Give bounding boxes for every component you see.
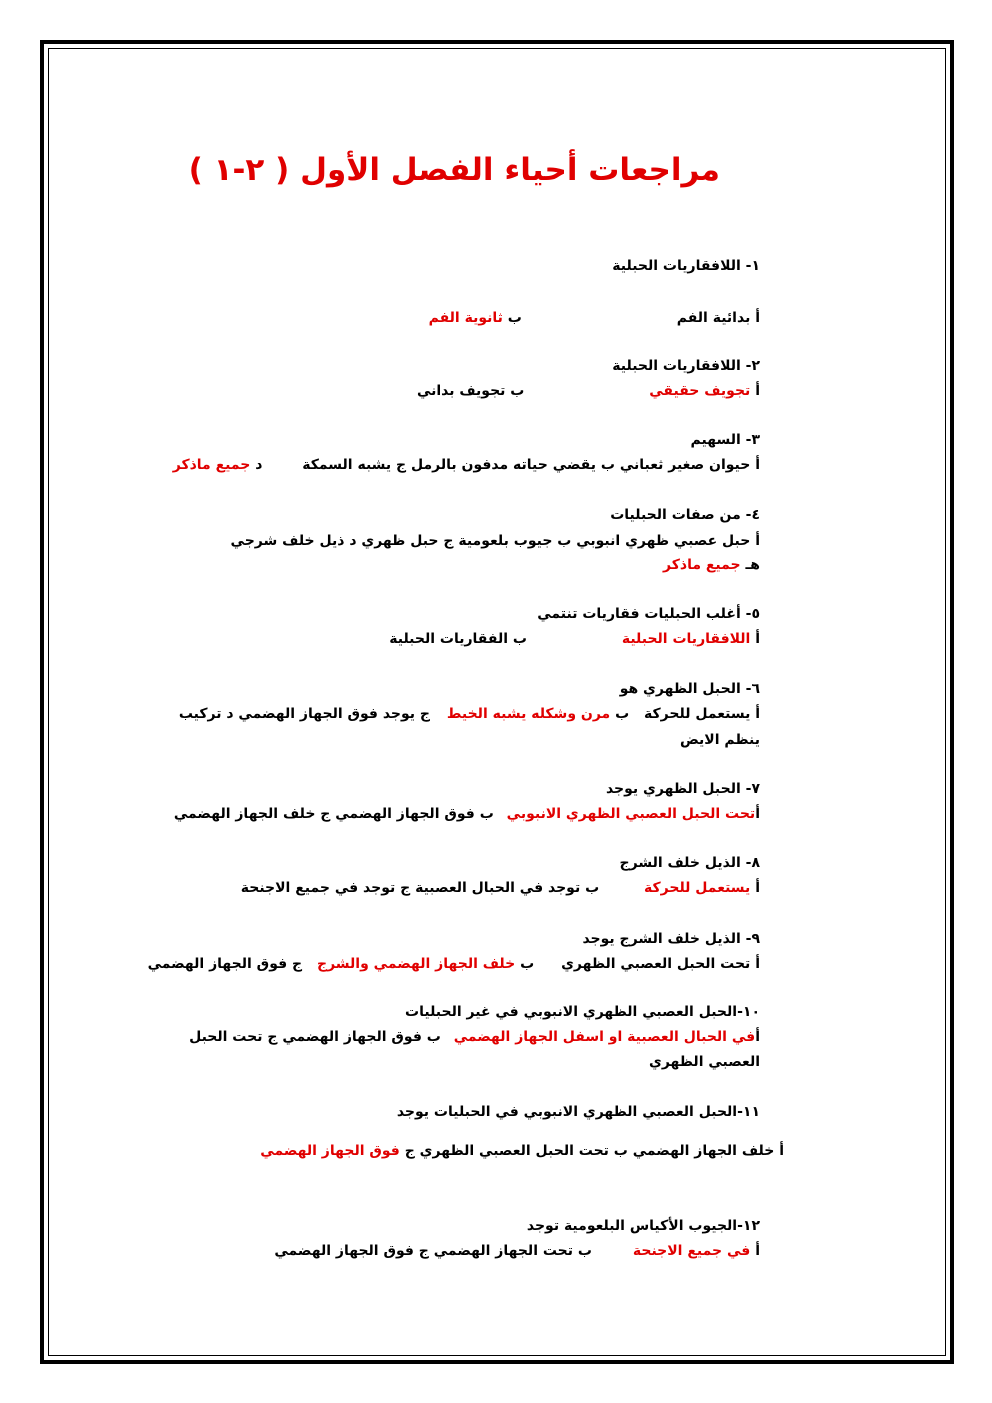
question-text: من صفات الحبليات <box>610 507 741 523</box>
option-a-label: أ <box>755 631 760 647</box>
option-a-answer: تجويف حقيقي <box>649 383 751 399</box>
question-text: الحبل الظهري هو <box>619 681 741 697</box>
option-a: أ تحت الحبل العصبي الظهري <box>561 956 760 972</box>
option-a-label: أ <box>755 806 760 822</box>
option-e-label: هـ <box>745 557 760 573</box>
question-2-options <box>417 380 760 402</box>
option-a-label: أ <box>755 880 760 896</box>
option-a-label: أ <box>755 383 760 399</box>
option-a: أ بدائية الفم <box>676 310 760 326</box>
question-number: ١- <box>745 258 760 274</box>
option-a-answer: في جميع الاجنحة <box>632 1243 751 1259</box>
question-text: الحبل العصبي الظهري الانبوبي في الحبليات يوجد <box>396 1104 738 1120</box>
option-a-answer: تحت الحبل العصبي الظهري الانبوبي <box>506 806 756 822</box>
question-6-options-cont <box>680 729 760 751</box>
option-b-label: ب <box>615 706 630 722</box>
option-a: أ يستعمل للحركة <box>644 706 760 722</box>
question-5 <box>537 603 760 625</box>
options-rest: ب فوق الجهاز الهضمي ج تحت الحبل <box>189 1029 441 1045</box>
question-3 <box>691 429 760 451</box>
question-11 <box>397 1101 760 1123</box>
question-text: الحبل الظهري يوجد <box>605 781 741 797</box>
question-text: الذيل خلف الشرج <box>619 855 741 871</box>
options-rest: ب تحت الجهاز الهضمي ج فوق الجهاز الهضمي <box>274 1243 592 1259</box>
option-c-answer: فوق الجهاز الهضمي <box>260 1143 400 1159</box>
option-a-label: أ <box>755 1029 760 1045</box>
question-number: ١١- <box>737 1104 760 1120</box>
option-b-label: ب <box>520 956 535 972</box>
question-4 <box>610 504 760 526</box>
question-7 <box>606 778 760 800</box>
question-9-options <box>148 953 760 975</box>
question-2 <box>612 355 760 377</box>
question-1-options <box>429 307 760 329</box>
question-6 <box>620 678 760 700</box>
question-8-options <box>241 877 760 899</box>
question-text: اللافقاريات الحبلية <box>612 358 741 374</box>
question-11-options <box>260 1140 784 1162</box>
option-a-answer: في الحبال العصبية او اسفل الجهاز الهضمي <box>453 1029 756 1045</box>
options-rest: ج يوجد فوق الجهاز الهضمي د تركيب <box>178 706 431 722</box>
options: أ حيوان صغير ثعباني ب يقضي حياته مدفون بالرمل ج يشبه السمكة <box>302 457 760 473</box>
question-8 <box>620 852 760 874</box>
question-10-options-cont <box>649 1051 760 1073</box>
question-number: ٨- <box>745 855 760 871</box>
question-6-options <box>179 703 760 725</box>
options-rest: ب توجد في الحبال العصبية ج توجد في جميع الاجنحة <box>240 880 600 896</box>
option-b: ب تجويف بداني <box>416 383 525 399</box>
question-number: ٤- <box>745 507 760 523</box>
option-d-answer: جميع ماذكر <box>172 457 251 473</box>
option-b-answer: خلف الجهاز الهضمي والشرج <box>316 956 516 972</box>
option-a-answer: اللافقاريات الحبلية <box>621 631 751 647</box>
option-b-answer: ثانوية الفم <box>428 310 503 326</box>
options: أ خلف الجهاز الهضمي ب تحت الحبل العصبي الظهري ج <box>404 1143 784 1159</box>
options: أ حبل عصبي ظهري انبوبي ب جيوب بلعومية ج حبل ظهري د ذيل خلف شرجي <box>230 533 760 549</box>
option-b-answer: مرن وشكله يشبه الخيط <box>446 706 611 722</box>
question-text: اللافقاريات الحبلية <box>612 258 741 274</box>
option-c: ج فوق الجهاز الهضمي <box>147 956 303 972</box>
option-e-answer: جميع ماذكر <box>663 557 741 573</box>
question-number: ١٠- <box>737 1004 760 1020</box>
options-cont: ينظم الايض <box>679 732 760 748</box>
question-10 <box>405 1001 760 1023</box>
question-text: الذيل خلف الشرج يوجد <box>582 931 741 947</box>
question-9 <box>582 928 760 950</box>
question-12 <box>527 1215 760 1237</box>
option-a-label: أ <box>755 1243 760 1259</box>
page-title: مراجعات أحياء الفصل الأول ( ٢-١ ) <box>188 152 720 188</box>
question-4-options <box>231 530 760 552</box>
option-b-label: ب <box>507 310 522 326</box>
question-7-options <box>174 803 760 825</box>
options-rest: ب فوق الجهاز الهضمي ج خلف الجهاز الهضمي <box>173 806 494 822</box>
question-5-options <box>389 628 760 650</box>
option-b: ب الفقاريات الحبلية <box>389 631 527 647</box>
option-d-label: د <box>255 457 263 473</box>
question-number: ٣- <box>745 432 760 448</box>
question-1 <box>612 255 760 277</box>
question-number: ٧- <box>745 781 760 797</box>
question-text: السهيم <box>690 432 741 448</box>
question-text: الحبل العصبي الظهري الانبوبي في غير الحبليات <box>405 1004 738 1020</box>
option-a-answer: يستعمل للحركة <box>644 880 751 896</box>
question-number: ١٢- <box>737 1218 760 1234</box>
question-number: ٢- <box>745 358 760 374</box>
question-12-options <box>274 1240 760 1262</box>
question-text: الجيوب الأكياس البلعومية توجد <box>526 1218 738 1234</box>
question-10-options <box>189 1026 760 1048</box>
question-number: ٦- <box>745 681 760 697</box>
question-3-options <box>173 454 760 476</box>
question-4-options-cont <box>663 554 760 576</box>
options-cont: العصبي الظهري <box>649 1054 760 1070</box>
question-number: ٩- <box>745 931 760 947</box>
question-text: أغلب الحبليات فقاريات تنتمي <box>537 606 741 622</box>
question-number: ٥- <box>745 606 760 622</box>
